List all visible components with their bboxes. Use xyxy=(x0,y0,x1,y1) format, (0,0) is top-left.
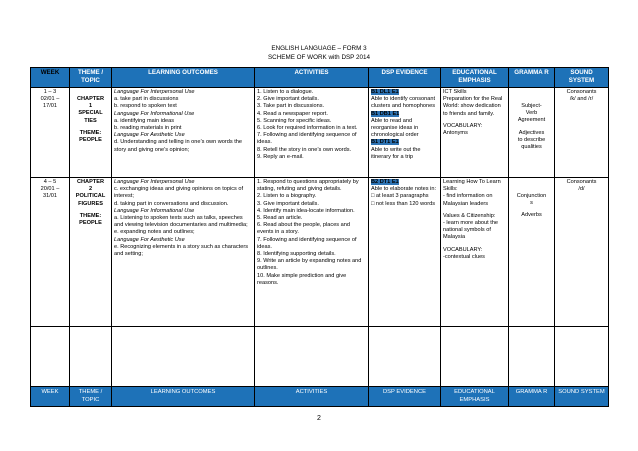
header-learning-outcomes: LEARNING OUTCOMES xyxy=(112,68,255,88)
header-activities: ACTIVITIES xyxy=(255,68,369,88)
sound-system-cell: Consonants /d/ xyxy=(555,178,609,327)
header-week: WEEK xyxy=(31,68,70,88)
dsp-code-badge: B2 DT1 E1 xyxy=(371,179,399,185)
header-educational-emphasis: EDUCATIONAL EMPHASIS xyxy=(441,68,509,88)
dsp-evidence-cell: B2 DT1 E1 Able to elaborate notes in: □ at least 3 paragraphs □ not less than 120 words xyxy=(369,178,441,327)
footer-header-learning-outcomes: LEARNING OUTCOMES xyxy=(112,387,255,407)
emphasis-cell: ICT Skills Preparation for the Real World: show dedication to friends and family. VOCABULARY: Antonyms xyxy=(441,88,509,178)
table-row xyxy=(31,178,609,327)
theme-cell: CHAPTER 2 POLITICAL FIGURES THEME: PEOPLE xyxy=(70,178,112,327)
grammar-cell: Subject- Verb Agreement Adjectives to describe qualities xyxy=(509,88,555,178)
week-cell: 4 – 5 20/01 – 31/01 xyxy=(31,178,70,327)
header-dsp-evidence: DSP EVIDENCE xyxy=(369,68,441,88)
document-subtitle: SCHEME OF WORK with DSP 2014 xyxy=(267,54,371,61)
footer-header-row xyxy=(31,387,609,407)
footer-header-week: WEEK xyxy=(31,387,70,407)
emphasis-cell: Learning How To Learn Skills: - find information on Malaysian leaders Values & Citizenship: - learn more about the national symbols of Malaysia VOCABULARY: -contextual clues xyxy=(441,178,509,327)
scheme-of-work-table xyxy=(30,67,609,407)
footer-header-activities: ACTIVITIES xyxy=(255,387,369,407)
dsp-code-badge: B1 DB1 E1 xyxy=(371,110,400,117)
footer-header-educational-emphasis: EDUCATIONAL EMPHASIS xyxy=(441,387,509,407)
header-sound-system: SOUND SYSTEM xyxy=(555,68,609,88)
footer-header-theme: THEME / TOPIC xyxy=(70,387,112,407)
table-row xyxy=(31,88,609,178)
grammar-cell: Conjunction s Adverbs xyxy=(509,178,555,327)
footer-header-dsp-evidence: DSP EVIDENCE xyxy=(369,387,441,407)
outcomes-cell: Language For Interpersonal Use a. take part in discussions b. respond to spoken text Language For Informational Use a. identifying main ideas b. reading materials in print Language For Aesthetic Use d. Understanding and telling in one’s own words the story and giving one’s opinion; xyxy=(112,88,255,178)
dsp-evidence-cell: B1 DL1 E1 Able to identify consonant clusters and homophones B1 DB1 E1 Able to read and reorganise ideas in chronological order B1 DT1 E1 Able to write out the itinerary for a trip xyxy=(369,88,441,178)
dsp-code-badge: B1 DT1 E1 xyxy=(371,139,399,146)
week-cell: 1 – 3 02/01 – 17/01 xyxy=(31,88,70,178)
header-row xyxy=(31,68,609,88)
footer-header-grammar: GRAMMA R xyxy=(509,387,555,407)
sound-system-cell: Consonants /k/ and /r/ xyxy=(555,88,609,178)
dsp-code-badge: B1 DL1 E1 xyxy=(371,89,399,95)
page-number: 2 xyxy=(317,415,321,422)
empty-row xyxy=(31,327,609,387)
outcomes-cell: Language For Interpersonal Use c. exchanging ideas and giving opinions on topics of interest; d. taking part in conversations and discussion. Language For Informational Use a. Listening to spoken texts such as talks, speeches and viewing television documentaries and multimedia; e. expanding notes and outlines; Language For Aesthetic Use e. Recognizing elements in a story such as characters and setting; xyxy=(112,178,255,327)
header-theme: THEME / TOPIC xyxy=(70,68,112,88)
activities-cell: 1. Listen to a dialogue. 2. Give important details. 3. Take part in discussions. 4. Read a newspaper report. 5. Scanning for specific ideas. 6. Look for required information in a text. 7. Following and identifying sequence of ideas. 8. Retell the story in one’s own words. 9. Reply an e-mail. xyxy=(255,88,369,178)
footer-header-sound-system: SOUND SYSTEM xyxy=(555,387,609,407)
document-title: ENGLISH LANGUAGE – FORM 3 xyxy=(271,45,367,52)
header-grammar: GRAMMA R xyxy=(509,68,555,88)
activities-cell: 1. Respond to questions appropriately by stating, refuting and giving details. 2. Listen to a biography. 3. Give important details. 4. Identify main idea-locate information. 5. Read an article. 6. Read about the people, places and events in a story. 7. Following and identifying sequence of ideas. 8. Identifying supporting details. 9. Write an article by expanding notes and outlines. 10. Make simple prediction and give reasons. xyxy=(255,178,369,327)
theme-cell: CHAPTER 1 SPECIAL TIES THEME: PEOPLE xyxy=(70,88,112,178)
